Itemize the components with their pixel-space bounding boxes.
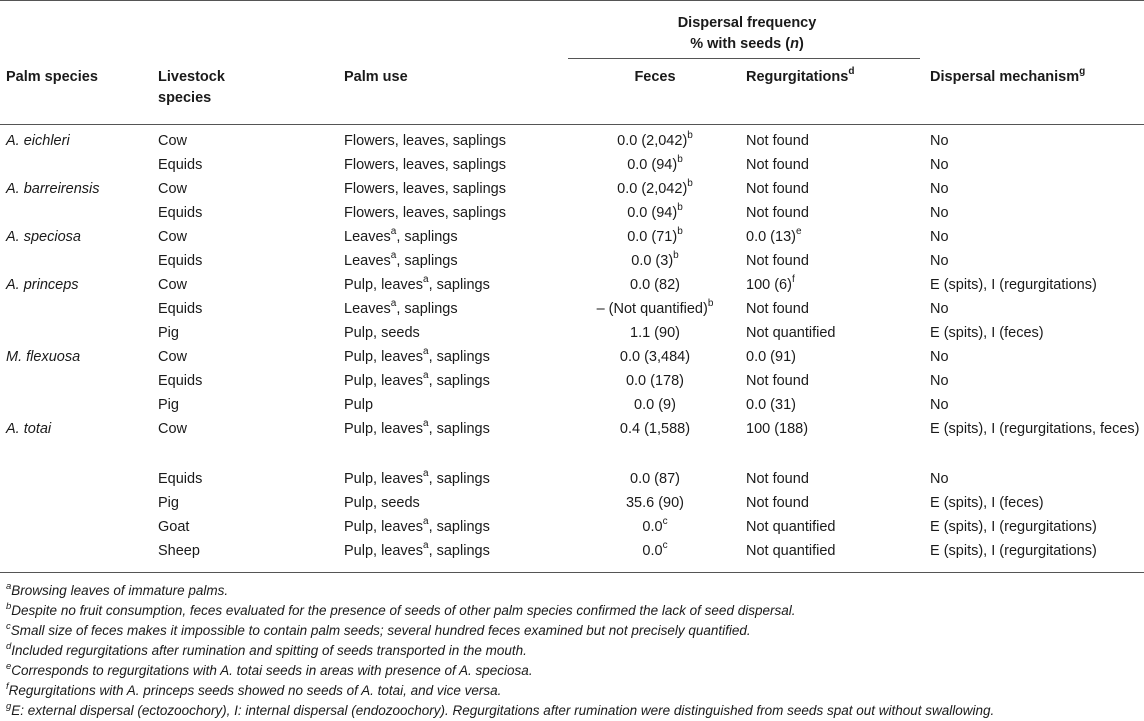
regurg-value: Not quantified xyxy=(746,325,836,341)
footnote-text: Corresponds to regurgitations with A. totai seeds in areas with presence of A. speciosa. xyxy=(11,663,533,678)
cell-livestock: Equids xyxy=(158,205,203,221)
cell-regurgitations xyxy=(746,491,930,515)
use-text: Pulp, leaves xyxy=(344,519,423,535)
cell-regurgitations xyxy=(746,129,930,153)
feces-sup: b xyxy=(687,178,693,190)
cell-feces xyxy=(564,177,746,201)
cell-regurgitations xyxy=(746,321,930,345)
cell-regurgitations xyxy=(746,467,930,491)
cell-palm-use xyxy=(344,515,564,539)
col-feces-label: Feces xyxy=(634,69,676,85)
cell-livestock: Equids xyxy=(158,301,203,317)
regurg-sup: e xyxy=(795,226,802,238)
feces-value: 0.0 xyxy=(642,543,663,559)
footnotes xyxy=(0,572,1144,721)
use-sup: a xyxy=(390,250,397,262)
col-livestock-line1: Livestock xyxy=(158,69,225,85)
use-rest: , saplings xyxy=(428,421,490,437)
regurg-sup: f xyxy=(791,274,795,286)
feces-value: 0.0 (2,042) xyxy=(617,133,688,149)
cell-livestock: Pig xyxy=(158,495,179,511)
use-text: Leaves xyxy=(344,229,391,245)
group-title-line1: Dispersal frequency xyxy=(677,15,817,31)
cell-livestock: Equids xyxy=(158,157,203,173)
table-row xyxy=(0,491,1144,515)
col-regurg-sup: d xyxy=(848,66,855,78)
footnote-text: Regurgitations with A. princeps seeds showed no seeds of A. totai, and vice versa. xyxy=(8,683,502,698)
feces-sup: b xyxy=(707,298,714,310)
group-title-line2-pre: % with seeds ( xyxy=(690,36,791,52)
col-mech-sup: g xyxy=(1079,66,1086,78)
use-rest: , saplings xyxy=(428,471,490,487)
cell-livestock: Cow xyxy=(158,181,188,197)
table-row xyxy=(0,467,1144,491)
regurg-value: Not found xyxy=(746,157,809,173)
table-row xyxy=(0,345,1144,369)
footnote xyxy=(0,681,1144,701)
col-livestock-line2: species xyxy=(158,90,212,106)
feces-value: 0.0 (3,484) xyxy=(619,349,691,365)
table-row xyxy=(0,225,1144,249)
col-dispersal-mechanism xyxy=(930,59,1144,125)
cell-palm-use xyxy=(344,491,564,515)
col-regurg-label: Regurgitations xyxy=(746,69,849,85)
use-sup: a xyxy=(423,346,429,358)
cell-palm-use xyxy=(344,225,564,249)
feces-value: 0.0 (178) xyxy=(625,373,685,389)
footnote-mark: a xyxy=(6,580,12,592)
cell-palm-species: A. barreirensis xyxy=(6,181,100,197)
group-title-line2-post: ) xyxy=(798,36,804,52)
cell-dispersal-mechanism: E (spits), I (feces) xyxy=(930,495,1044,511)
cell-feces xyxy=(564,393,746,417)
feces-sup: b xyxy=(673,250,679,262)
cell-feces xyxy=(564,225,746,249)
cell-feces xyxy=(564,467,746,491)
cell-regurgitations xyxy=(746,153,930,177)
cell-palm-species: A. speciosa xyxy=(6,229,81,245)
footnote-mark: g xyxy=(6,700,12,712)
cell-feces xyxy=(564,417,746,467)
cell-dispersal-mechanism: No xyxy=(930,133,949,149)
cell-dispersal-mechanism: No xyxy=(930,253,949,269)
footnote xyxy=(0,701,1144,721)
use-text: Pulp, leaves xyxy=(344,349,423,365)
regurg-value: Not found xyxy=(746,133,809,149)
cell-dispersal-mechanism: No xyxy=(930,157,949,173)
regurg-value: Not found xyxy=(746,471,809,487)
cell-livestock: Equids xyxy=(158,471,203,487)
cell-palm-use xyxy=(344,417,564,467)
cell-regurgitations xyxy=(746,177,930,201)
feces-value: 0.0 (9) xyxy=(634,397,676,413)
feces-sup: b xyxy=(677,202,683,214)
use-text: Flowers, leaves, saplings xyxy=(344,157,506,173)
col-palm-use xyxy=(344,59,564,125)
cell-palm-species xyxy=(0,539,158,563)
cell-regurgitations xyxy=(746,225,930,249)
cell-palm-use xyxy=(344,321,564,345)
col-use-label: Palm use xyxy=(344,69,408,85)
use-text: Flowers, leaves, saplings xyxy=(344,181,506,197)
footnote-text: Small size of feces makes it impossible to contain palm seeds; several hundred feces examined but not precisely quantified. xyxy=(10,623,751,638)
feces-sup: b xyxy=(677,154,683,166)
table-row xyxy=(0,369,1144,393)
regurg-value: Not found xyxy=(746,301,809,317)
cell-palm-species xyxy=(0,515,158,539)
cell-dispersal-mechanism: E (spits), I (regurgitations, feces) xyxy=(930,421,1140,437)
regurg-value: Not found xyxy=(746,253,809,269)
regurg-value: 0.0 (91) xyxy=(746,349,796,365)
table-row xyxy=(0,129,1144,153)
table-row xyxy=(0,249,1144,273)
table-row xyxy=(0,201,1144,225)
use-sup: a xyxy=(423,274,429,286)
cell-palm-species xyxy=(0,297,158,321)
cell-palm-species xyxy=(0,321,158,345)
use-text: Leaves xyxy=(344,253,391,269)
feces-value: 0.0 (3) xyxy=(631,253,674,269)
use-rest: , saplings xyxy=(428,373,490,389)
cell-feces xyxy=(564,273,746,297)
cell-regurgitations xyxy=(746,297,930,321)
cell-palm-use xyxy=(344,467,564,491)
cell-palm-use xyxy=(344,345,564,369)
feces-sup: b xyxy=(677,226,683,238)
cell-palm-use xyxy=(344,393,564,417)
cell-livestock: Goat xyxy=(158,519,190,535)
cell-palm-species: M. flexuosa xyxy=(6,349,81,365)
cell-palm-use xyxy=(344,177,564,201)
cell-livestock: Pig xyxy=(158,325,179,341)
cell-regurgitations xyxy=(746,417,930,467)
cell-palm-use xyxy=(344,129,564,153)
feces-value: 0.0 (2,042) xyxy=(617,181,688,197)
group-title-line2-n: n xyxy=(790,36,799,52)
cell-livestock: Sheep xyxy=(158,543,200,559)
use-rest: , saplings xyxy=(396,229,458,245)
feces-value: 0.0 (94) xyxy=(627,157,678,173)
use-text: Pulp, seeds xyxy=(344,495,420,511)
cell-palm-species xyxy=(0,467,158,491)
footnote-text: Browsing leaves of immature palms. xyxy=(11,583,229,598)
cell-livestock: Cow xyxy=(158,133,188,149)
feces-value: 0.4 (1,588) xyxy=(619,421,691,437)
cell-palm-use xyxy=(344,297,564,321)
footnote-text: Despite no fruit consumption, feces evaluated for the presence of seeds of other palm species confirmed the lack of seed dispersal. xyxy=(11,603,796,618)
cell-dispersal-mechanism: No xyxy=(930,301,949,317)
cell-livestock: Cow xyxy=(158,277,188,293)
col-palm-label: Palm species xyxy=(6,69,98,85)
feces-value: 1.1 (90) xyxy=(630,325,680,341)
use-sup: a xyxy=(423,516,429,528)
feces-sup: c xyxy=(662,516,668,528)
dispersal-frequency-header xyxy=(564,1,930,56)
cell-feces xyxy=(564,515,746,539)
cell-dispersal-mechanism: No xyxy=(930,373,949,389)
use-text: Flowers, leaves, saplings xyxy=(344,133,506,149)
feces-value: 0.0 xyxy=(642,519,663,535)
use-text: Flowers, leaves, saplings xyxy=(344,205,506,221)
cell-feces xyxy=(564,249,746,273)
feces-value: 0.0 (82) xyxy=(630,277,680,293)
regurg-value: 100 (6) xyxy=(746,277,792,293)
cell-dispersal-mechanism: No xyxy=(930,205,949,221)
cell-dispersal-mechanism: E (spits), I (regurgitations) xyxy=(930,277,1097,293)
feces-value: – (Not quantified) xyxy=(596,301,708,317)
feces-sup: c xyxy=(662,540,668,552)
cell-palm-species xyxy=(0,249,158,273)
use-text: Pulp, leaves xyxy=(344,277,423,293)
use-sup: a xyxy=(390,226,397,238)
regurg-value: Not found xyxy=(746,181,809,197)
footnote-text: Included regurgitations after rumination and spitting of seeds transported in the mouth. xyxy=(11,643,527,658)
cell-palm-species xyxy=(0,491,158,515)
cell-regurgitations xyxy=(746,539,930,563)
table-row xyxy=(0,321,1144,345)
footnote-mark: f xyxy=(6,680,9,692)
footnote xyxy=(0,641,1144,661)
footnote xyxy=(0,661,1144,681)
cell-regurgitations xyxy=(746,345,930,369)
table-row xyxy=(0,539,1144,563)
use-rest: , saplings xyxy=(428,349,490,365)
cell-regurgitations xyxy=(746,393,930,417)
cell-feces xyxy=(564,297,746,321)
footnote-mark: d xyxy=(6,640,12,652)
cell-dispersal-mechanism: E (spits), I (regurgitations) xyxy=(930,543,1097,559)
feces-value: 0.0 (71) xyxy=(627,229,678,245)
cell-feces xyxy=(564,201,746,225)
cell-palm-use xyxy=(344,273,564,297)
cell-regurgitations xyxy=(746,515,930,539)
col-feces xyxy=(564,59,746,125)
cell-livestock: Equids xyxy=(158,373,203,389)
cell-palm-species: A. eichleri xyxy=(6,133,70,149)
cell-palm-species xyxy=(0,393,158,417)
cell-feces xyxy=(564,321,746,345)
cell-palm-use xyxy=(344,249,564,273)
table-row xyxy=(0,515,1144,539)
cell-regurgitations xyxy=(746,369,930,393)
use-rest: , saplings xyxy=(396,301,458,317)
cell-palm-species xyxy=(0,369,158,393)
feces-value: 0.0 (87) xyxy=(630,471,680,487)
cell-dispersal-mechanism: No xyxy=(930,181,949,197)
use-text: Pulp, seeds xyxy=(344,325,420,341)
use-text: Pulp xyxy=(344,397,374,413)
table-row xyxy=(0,153,1144,177)
use-sup: a xyxy=(423,540,429,552)
regurg-value: 100 (188) xyxy=(746,421,809,437)
table-row xyxy=(0,417,1144,467)
table-row xyxy=(0,177,1144,201)
regurg-value: 0.0 (13) xyxy=(746,229,796,245)
footnote-mark: c xyxy=(6,620,11,632)
cell-palm-species xyxy=(0,201,158,225)
use-text: Leaves xyxy=(344,301,391,317)
use-rest: , saplings xyxy=(428,277,490,293)
cell-feces xyxy=(564,345,746,369)
use-rest: , saplings xyxy=(428,519,490,535)
feces-value: 35.6 (90) xyxy=(625,495,685,511)
cell-regurgitations xyxy=(746,249,930,273)
cell-dispersal-mechanism: E (spits), I (feces) xyxy=(930,325,1044,341)
cell-livestock: Equids xyxy=(158,253,203,269)
regurg-value: Not quantified xyxy=(746,519,836,535)
cell-feces xyxy=(564,491,746,515)
use-text: Pulp, leaves xyxy=(344,543,423,559)
col-regurgitations xyxy=(746,59,930,125)
cell-feces xyxy=(564,369,746,393)
footnote-mark: e xyxy=(6,660,12,672)
feces-value: 0.0 (94) xyxy=(627,205,678,221)
use-text: Pulp, leaves xyxy=(344,373,423,389)
cell-feces xyxy=(564,129,746,153)
cell-regurgitations xyxy=(746,201,930,225)
footnote xyxy=(0,621,1144,641)
cell-feces xyxy=(564,153,746,177)
col-livestock-species xyxy=(158,59,344,125)
use-rest: , saplings xyxy=(428,543,490,559)
use-text: Pulp, leaves xyxy=(344,471,423,487)
footnote xyxy=(0,601,1144,621)
regurg-value: Not found xyxy=(746,373,809,389)
use-sup: a xyxy=(423,418,429,430)
group-title-line2 xyxy=(564,34,930,55)
cell-livestock: Cow xyxy=(158,421,188,437)
use-sup: a xyxy=(423,370,429,382)
regurg-value: Not found xyxy=(746,495,809,511)
cell-dispersal-mechanism: No xyxy=(930,349,949,365)
cell-palm-use xyxy=(344,153,564,177)
cell-livestock: Cow xyxy=(158,229,188,245)
cell-dispersal-mechanism: No xyxy=(930,471,949,487)
cell-palm-species: A. totai xyxy=(6,421,52,437)
footnote-mark: b xyxy=(6,600,12,612)
cell-palm-species xyxy=(0,153,158,177)
table-row xyxy=(0,393,1144,417)
table-row xyxy=(0,273,1144,297)
cell-livestock: Pig xyxy=(158,397,179,413)
cell-palm-use xyxy=(344,539,564,563)
footnote xyxy=(0,581,1144,601)
use-sup: a xyxy=(390,298,397,310)
col-mech-label: Dispersal mechanism xyxy=(930,69,1080,85)
use-rest: , saplings xyxy=(396,253,458,269)
cell-dispersal-mechanism: E (spits), I (regurgitations) xyxy=(930,519,1097,535)
cell-dispersal-mechanism: No xyxy=(930,397,949,413)
col-palm-species xyxy=(0,59,158,125)
cell-palm-species: A. princeps xyxy=(6,277,79,293)
cell-dispersal-mechanism: No xyxy=(930,229,949,245)
regurg-value: 0.0 (31) xyxy=(746,397,796,413)
regurg-value: Not found xyxy=(746,205,809,221)
use-text: Pulp, leaves xyxy=(344,421,423,437)
footnote-text: E: external dispersal (ectozoochory), I: internal dispersal (endozoochory). Regurgitations after rumination were distinguished from seeds spat out without swallowing. xyxy=(11,703,995,718)
cell-livestock: Cow xyxy=(158,349,188,365)
cell-feces xyxy=(564,539,746,563)
regurg-value: Not quantified xyxy=(746,543,836,559)
use-sup: a xyxy=(423,468,429,480)
cell-palm-use xyxy=(344,369,564,393)
feces-sup: b xyxy=(687,130,693,142)
cell-palm-use xyxy=(344,201,564,225)
cell-regurgitations xyxy=(746,273,930,297)
table-row xyxy=(0,297,1144,321)
